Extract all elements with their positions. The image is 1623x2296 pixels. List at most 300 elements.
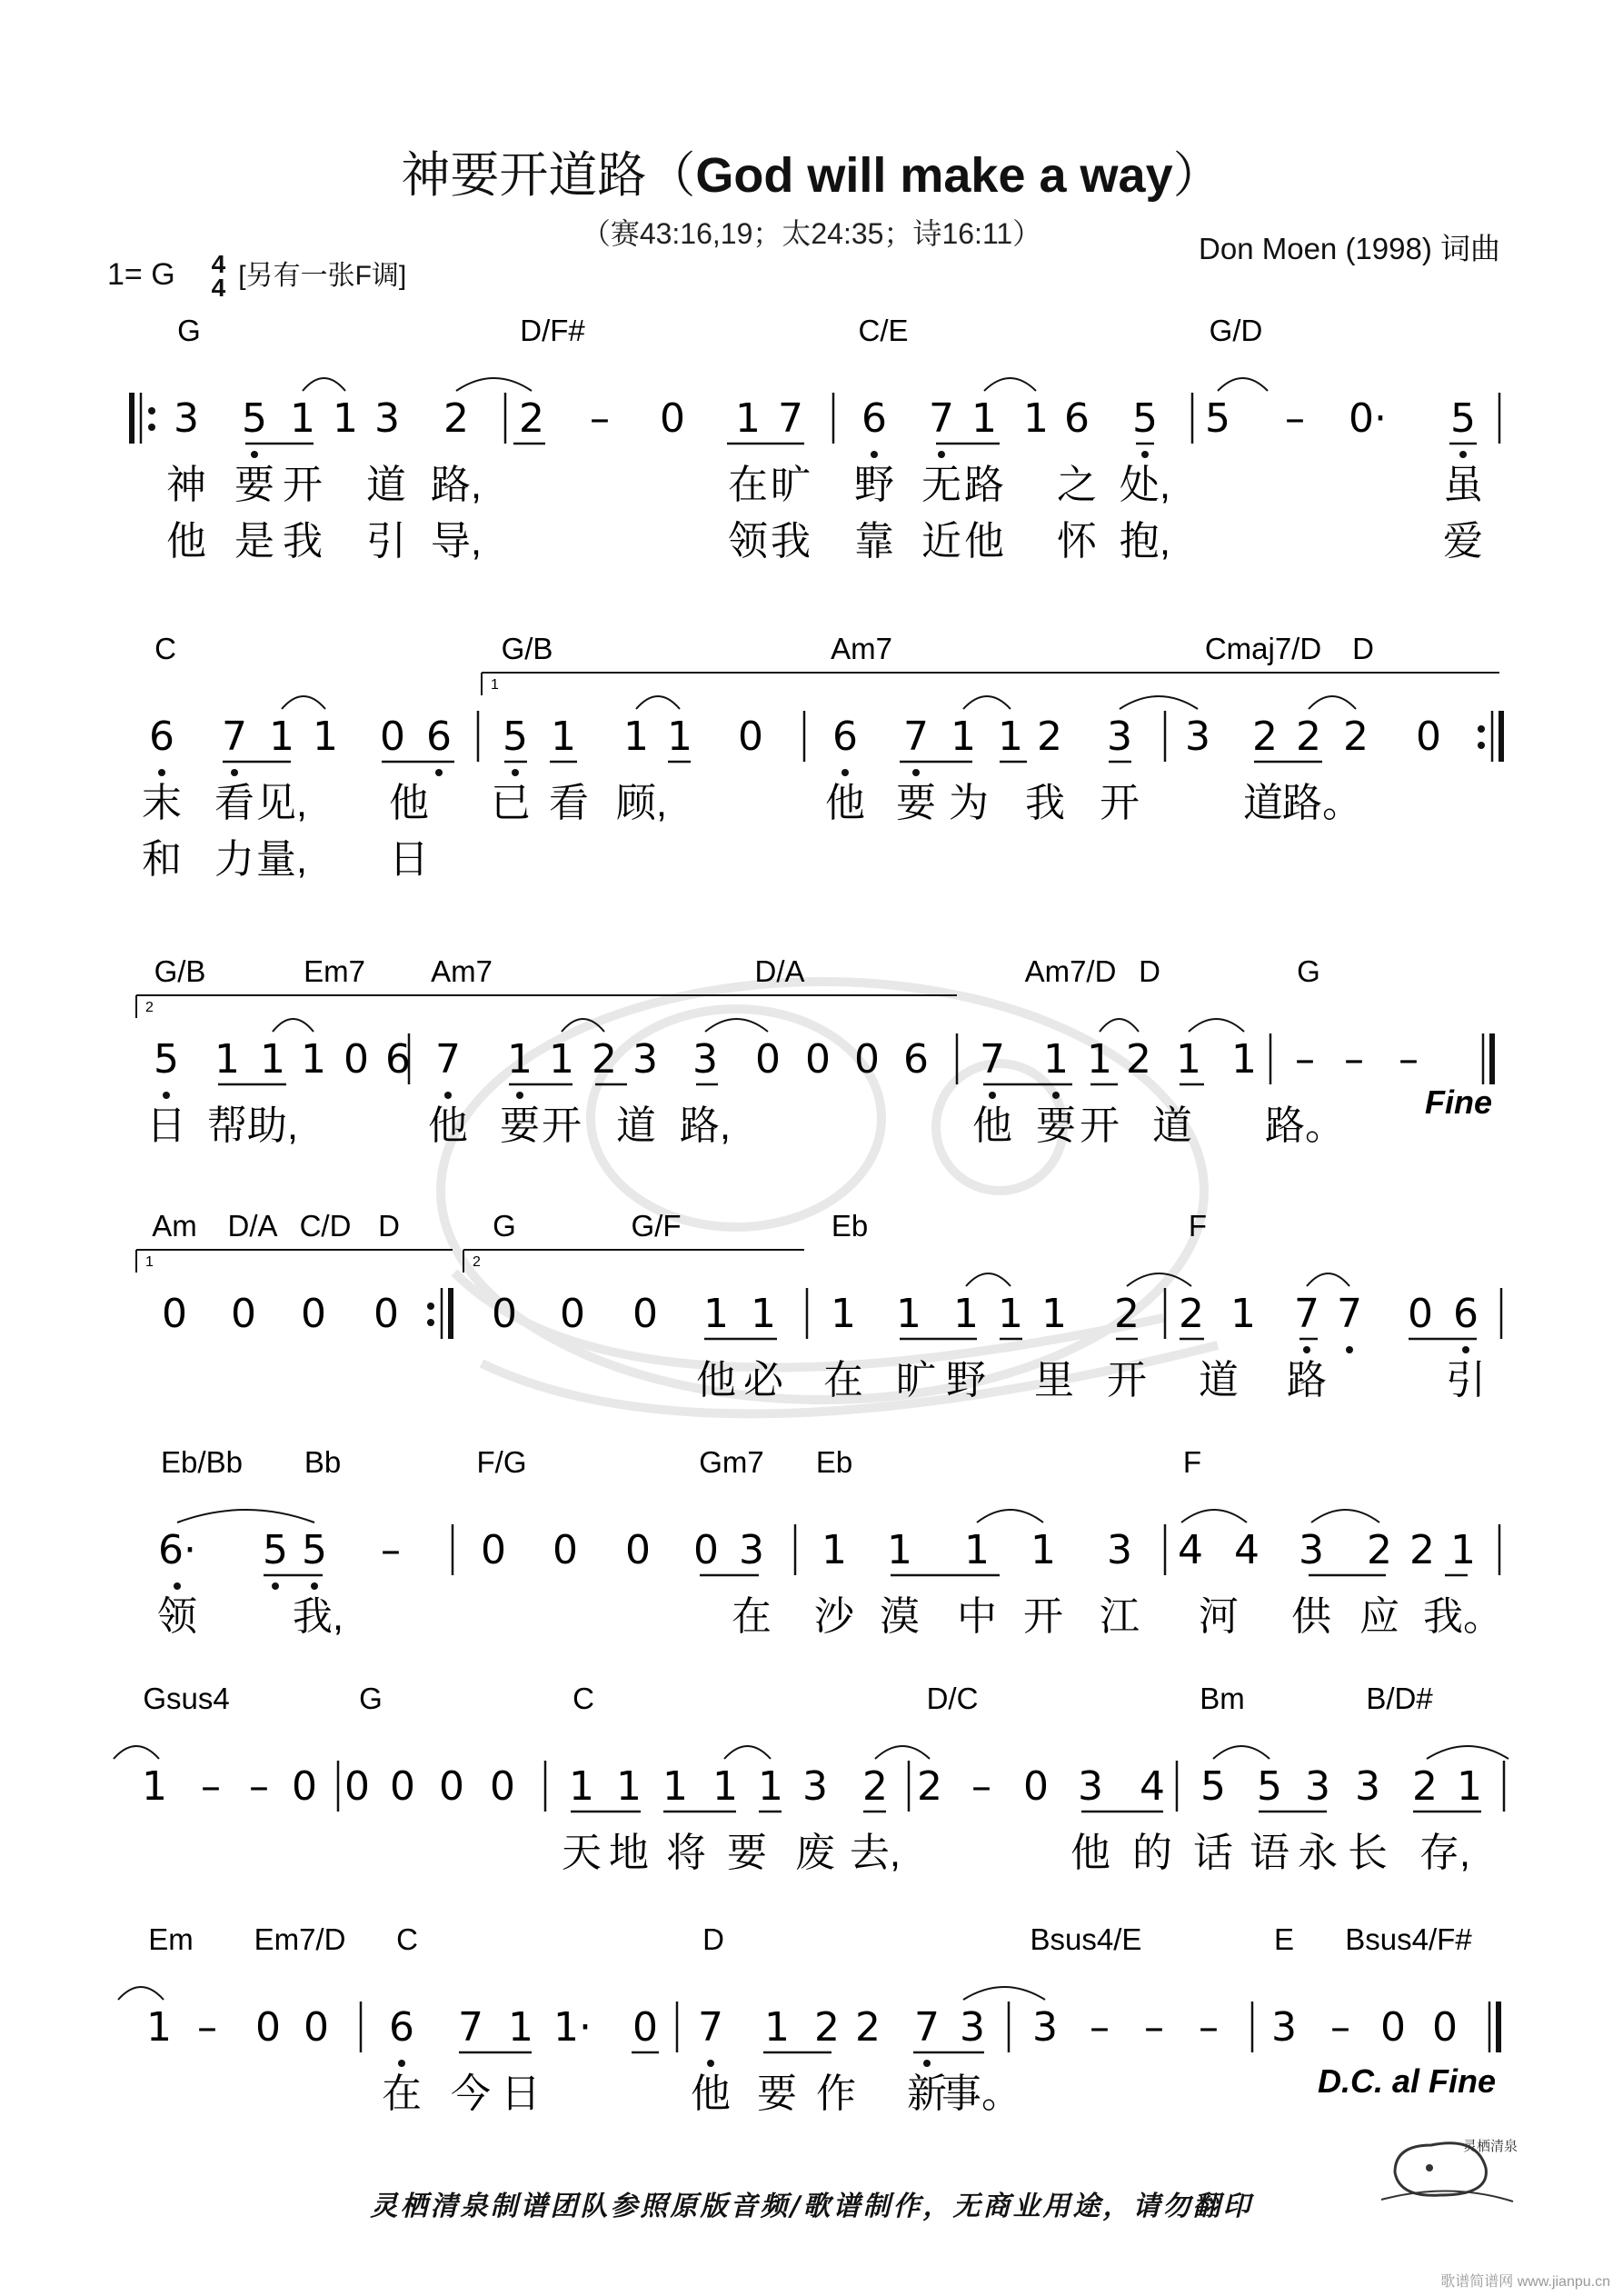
octave-dot-below	[989, 1092, 996, 1099]
chord-symbol: Eb	[831, 1209, 869, 1243]
chord-symbol: G/B	[154, 954, 206, 988]
note: –	[1144, 2004, 1164, 2051]
note: 0	[693, 1527, 719, 1573]
note: 0	[1380, 2004, 1406, 2051]
lyric-verse2: 量,	[255, 837, 308, 882]
lyric-verse1: 必	[743, 1358, 783, 1403]
key-signature: 1= G 4 4 [另有一张F调]	[107, 250, 407, 303]
note: –	[1295, 1036, 1315, 1083]
octave-dot-below	[163, 1092, 170, 1099]
note: 6	[832, 714, 858, 760]
note: –	[590, 395, 610, 442]
note: 1	[301, 1036, 326, 1083]
volta-number: 1	[491, 677, 499, 693]
lyric-verse1: 野	[946, 1358, 986, 1403]
chord-symbol: C	[573, 1682, 594, 1715]
lyric-verse2: 力	[214, 837, 254, 882]
note: 1	[764, 2004, 790, 2051]
note: 1	[887, 1527, 912, 1573]
repeat-dot	[1478, 725, 1485, 733]
chord-symbol: Eb/Bb	[161, 1445, 243, 1479]
note: –	[381, 1527, 401, 1573]
lyric-verse1: 存,	[1419, 1831, 1471, 1875]
chord-symbol: Am7/D	[1024, 954, 1117, 988]
chord-symbol: Am7	[431, 954, 493, 988]
note: 7	[458, 2004, 483, 2051]
lyric-verse2: 领	[728, 519, 768, 564]
tie-arc	[114, 1746, 159, 1759]
tie-arc	[984, 378, 1036, 391]
chord-symbol: C/D	[299, 1209, 352, 1243]
note: 3	[1032, 2004, 1058, 2051]
lyric-verse2: 是	[234, 519, 274, 564]
note: 1	[214, 1036, 240, 1083]
lyric-verse1: 开	[542, 1103, 582, 1148]
note: 7	[903, 714, 929, 760]
chord-symbol: C	[396, 1922, 418, 1956]
note: 0	[439, 1763, 464, 1810]
note: 1	[662, 1763, 688, 1810]
note: 2	[592, 1036, 617, 1083]
lyric-verse1: 他	[1070, 1831, 1110, 1875]
lyric-verse1: 开	[283, 463, 323, 507]
note: 2	[814, 2004, 840, 2051]
note: 1	[1043, 1036, 1069, 1083]
chord-symbol: Bm	[1200, 1682, 1245, 1715]
note: 3	[174, 395, 199, 442]
lyric-verse1: 应	[1359, 1594, 1399, 1639]
song-title: 神要开道路（God will make a way）	[401, 148, 1222, 203]
chord-symbol: E	[1273, 1922, 1295, 1956]
lyric-verse1: 供	[1291, 1594, 1331, 1639]
note: 2	[519, 395, 544, 442]
note: 0	[625, 1527, 651, 1573]
note: 7	[778, 395, 803, 442]
lyric-verse1: 我。	[1423, 1594, 1503, 1639]
chord-symbol: Em	[148, 1922, 194, 1956]
lyric-verse1: 助,	[246, 1103, 299, 1148]
note: 1	[313, 714, 338, 760]
composer-credit: Don Moen (1998) 词曲	[1199, 232, 1500, 265]
note: 0	[162, 1291, 187, 1337]
note: 5	[154, 1036, 179, 1083]
octave-dot-below	[1303, 1346, 1310, 1353]
note: 1	[953, 1291, 979, 1337]
note: 5	[242, 395, 267, 442]
note: 0	[373, 1291, 399, 1337]
tie-arc	[963, 696, 1011, 709]
lyric-verse1: 开	[1080, 1103, 1120, 1148]
note: 7	[1337, 1291, 1362, 1337]
tie-arc	[456, 378, 532, 391]
note: 0	[292, 1763, 317, 1810]
note: 1	[333, 395, 358, 442]
note: 1	[1176, 1036, 1201, 1083]
lyric-verse1: 看	[214, 781, 254, 825]
lyric-verse1: 他	[428, 1103, 468, 1148]
note: 0	[632, 1291, 658, 1337]
note: 3	[1107, 714, 1132, 760]
note: 0	[738, 714, 763, 760]
note: 1	[551, 714, 576, 760]
note: 5	[302, 1527, 327, 1573]
note: 2	[443, 395, 469, 442]
lyric-verse2: 怀	[1057, 519, 1097, 564]
note: 3	[739, 1527, 764, 1573]
tie-arc	[118, 1987, 164, 2000]
volta-number: 2	[473, 1254, 481, 1270]
lyric-verse1: 今	[451, 2071, 491, 2116]
lyric-verse1: 的	[1132, 1831, 1172, 1875]
note: 5	[1257, 1763, 1282, 1810]
note: 2	[1343, 714, 1369, 760]
note: 4	[1234, 1527, 1260, 1573]
tie-arc	[1427, 1746, 1508, 1759]
lyric-verse2: 我	[771, 519, 811, 564]
lyric-verse1: 我	[1025, 781, 1065, 825]
lyric-verse1: 旷	[771, 463, 811, 507]
lyric-verse1: 去,	[849, 1831, 901, 1875]
note: 2	[1179, 1291, 1204, 1337]
lyric-verse1: 河	[1199, 1594, 1239, 1639]
note: 1	[1023, 395, 1049, 442]
note: 1	[703, 1291, 729, 1337]
note: 0	[1416, 714, 1441, 760]
note: 6	[149, 714, 174, 760]
chord-symbol: G	[177, 314, 201, 347]
note: 0	[344, 1763, 370, 1810]
note: 1	[758, 1763, 783, 1810]
chord-symbol: Bsus4/E	[1030, 1922, 1142, 1956]
note: –	[971, 1763, 991, 1810]
lyric-verse1: 道	[1152, 1103, 1192, 1148]
note: 0	[805, 1036, 831, 1083]
lyric-verse1: 处,	[1119, 463, 1171, 507]
tie-arc	[1213, 1746, 1270, 1759]
note: 0	[255, 2004, 281, 2051]
note: 2	[1114, 1291, 1140, 1337]
note: 1	[1231, 1036, 1257, 1083]
lyric-verse1: 他	[696, 1358, 736, 1403]
octave-dot-below	[1141, 451, 1149, 458]
note: 0	[344, 1036, 369, 1083]
chord-symbol: Eb	[815, 1445, 853, 1479]
time-signature: 4 4	[211, 250, 226, 303]
footer-note: 灵栖清泉制谱团队参照原版音频/歌谱制作，无商业用途，请勿翻印	[370, 2191, 1253, 2222]
chord-symbol: D	[1352, 632, 1374, 665]
lyric-verse1: 道	[1243, 781, 1283, 825]
note: 0·	[1349, 395, 1387, 442]
note: 3	[960, 2004, 985, 2051]
chord-symbol: Am	[152, 1209, 197, 1243]
lyric-verse1: 沙	[814, 1594, 854, 1639]
lyric-verse1: 神	[166, 463, 206, 507]
lyric-verse1: 在	[382, 2071, 422, 2116]
lyric-verse1: 道	[1199, 1358, 1239, 1403]
alt-key-note: [另有一张F调]	[238, 261, 407, 291]
lyric-verse1: 无	[921, 463, 961, 507]
note: 1	[616, 1763, 642, 1810]
lyric-verse1: 路	[964, 463, 1004, 507]
note: 0	[380, 714, 405, 760]
lyric-verse2: 抱,	[1119, 519, 1171, 564]
note: 1	[821, 1527, 847, 1573]
note: –	[1199, 2004, 1219, 2051]
tie-arc	[875, 1746, 930, 1759]
tie-arc	[1311, 1510, 1379, 1522]
chord-symbol: C	[154, 632, 176, 665]
lyric-verse1: 要	[727, 1831, 767, 1875]
note: 0	[481, 1527, 506, 1573]
chord-symbol: D/A	[227, 1209, 278, 1243]
note: 2	[862, 1763, 888, 1810]
logo-text: 灵栖清泉	[1463, 2139, 1518, 2154]
note: 2	[1037, 714, 1062, 760]
note: 3	[1299, 1527, 1324, 1573]
lyric-verse1: 之	[1057, 463, 1097, 507]
note: 1	[896, 1291, 921, 1337]
chord-symbol: Gsus4	[143, 1682, 230, 1715]
note: 7	[698, 2004, 723, 2051]
lyric-verse2: 引	[366, 519, 406, 564]
octave-dot-below	[912, 769, 920, 776]
chord-symbol: Bb	[304, 1445, 342, 1479]
note: 1	[667, 714, 692, 760]
note: 2	[1367, 1527, 1392, 1573]
note: 3	[1305, 1763, 1330, 1810]
octave-dot-below	[435, 769, 443, 776]
lyric-verse1: 虽	[1443, 463, 1483, 507]
octave-dot-below	[512, 769, 519, 776]
chord-symbol: G	[493, 1209, 516, 1243]
note: 5	[503, 714, 528, 760]
tie-arc	[963, 1987, 1045, 2000]
note: 1	[569, 1763, 594, 1810]
note: 1	[735, 395, 761, 442]
chord-symbol: Am7	[831, 632, 892, 665]
lyric-verse1: 我,	[292, 1594, 344, 1639]
octave-dot-below	[311, 1582, 318, 1590]
lyric-verse1: 顾,	[615, 781, 668, 825]
note: 7	[980, 1036, 1005, 1083]
repeat-dot	[148, 407, 155, 414]
note: 6·	[158, 1527, 196, 1573]
tie-arc	[282, 696, 325, 709]
chord-symbol: F	[1182, 1445, 1202, 1479]
lyric-verse1: 末	[142, 781, 182, 825]
chord-symbol: D	[1139, 954, 1160, 988]
note: 1	[998, 1291, 1023, 1337]
lyric-verse1: 路	[1287, 1358, 1327, 1403]
lyric-verse1: 事。	[941, 2071, 1021, 2116]
tie-arc	[636, 696, 680, 709]
lyric-verse1: 长	[1348, 1831, 1388, 1875]
note: 6	[861, 395, 887, 442]
repeat-dot	[1478, 742, 1485, 749]
octave-dot-below	[444, 1092, 452, 1099]
chord-symbol: Em7	[304, 954, 365, 988]
note: 0	[301, 1291, 326, 1337]
note: 0	[304, 2004, 329, 2051]
octave-dot-below	[1462, 1346, 1469, 1353]
note: 0	[755, 1036, 781, 1083]
lyric-verse1: 新	[907, 2071, 947, 2116]
octave-dot-below	[398, 2060, 405, 2067]
note: 1	[623, 714, 649, 760]
repeat-dot	[427, 1303, 434, 1310]
lyric-verse1: 里	[1034, 1358, 1074, 1403]
octave-dot-below	[251, 451, 258, 458]
volta-number: 2	[145, 1000, 154, 1015]
repeat-dot	[148, 424, 155, 431]
lyric-verse1: 话	[1193, 1831, 1233, 1875]
note: 7	[914, 2004, 940, 2051]
note: –	[1399, 1036, 1419, 1083]
note: 1·	[553, 2004, 592, 2051]
lyric-verse2: 导,	[430, 519, 483, 564]
lyric-verse2: 日	[389, 837, 429, 882]
tie-arc	[1181, 1510, 1247, 1522]
note: 2	[1252, 714, 1278, 760]
note: 1	[507, 1036, 533, 1083]
lyric-verse1: 废	[795, 1831, 835, 1875]
octave-dot-below	[516, 1092, 523, 1099]
note: 3	[1271, 2004, 1297, 2051]
lyric-verse1: 将	[666, 1831, 706, 1875]
note: 0	[632, 2004, 658, 2051]
dc-al-fine-mark: D.C. al Fine	[1317, 2062, 1497, 2100]
note: 2	[855, 2004, 881, 2051]
note: 1	[1041, 1291, 1067, 1337]
lyric-verse1: 江	[1100, 1594, 1140, 1639]
lyric-verse1: 见,	[255, 781, 308, 825]
tie-arc	[177, 1510, 314, 1522]
note: 4	[1140, 1763, 1165, 1810]
chord-symbol: D/C	[926, 1682, 979, 1715]
note: –	[1330, 2004, 1350, 2051]
lyric-verse2: 他	[166, 519, 206, 564]
octave-dot-below	[1346, 1346, 1353, 1353]
note: 3	[632, 1036, 658, 1083]
lyric-verse1: 道	[366, 463, 406, 507]
note: 6	[903, 1036, 929, 1083]
lyric-verse1: 开	[1107, 1358, 1147, 1403]
note: 1	[1457, 1763, 1482, 1810]
note: 1	[1031, 1527, 1056, 1573]
lyric-verse1: 要	[1036, 1103, 1076, 1148]
lyric-verse1: 开	[1100, 781, 1140, 825]
octave-dot-below	[707, 2060, 714, 2067]
lyric-verse1: 要	[757, 2071, 797, 2116]
octave-dot-below	[871, 451, 878, 458]
chord-symbol: D/F#	[520, 314, 585, 347]
lyric-verse1: 在	[732, 1594, 772, 1639]
note: 3	[1185, 714, 1210, 760]
tie-arc	[705, 1019, 768, 1032]
tie-arc	[1307, 1273, 1349, 1286]
lyric-verse2: 近	[921, 519, 961, 564]
lyric-verse1: 路,	[679, 1103, 732, 1148]
volta-number: 1	[145, 1254, 154, 1270]
lyric-verse1: 帮	[207, 1103, 247, 1148]
chord-symbol: F/G	[476, 1445, 527, 1479]
chord-symbol: Cmaj7/D	[1204, 632, 1322, 665]
note: 6	[1453, 1291, 1479, 1337]
lyric-verse1: 天	[562, 1831, 602, 1875]
site-watermark: 歌谱简谱网 www.jianpu.cn	[1440, 2274, 1610, 2290]
note: 6	[385, 1036, 411, 1083]
fine-mark: Fine	[1424, 1083, 1493, 1121]
note: 1	[1450, 1527, 1476, 1573]
lyric-verse1: 旷	[896, 1358, 936, 1403]
note: 1	[712, 1763, 738, 1810]
tie-arc	[977, 1510, 1043, 1522]
lyric-verse1: 野	[854, 463, 894, 507]
note: 3	[1078, 1763, 1103, 1810]
lyric-verse2: 靠	[854, 519, 894, 564]
note: 7	[1294, 1291, 1319, 1337]
note: 1	[971, 395, 997, 442]
tie-arc	[1120, 696, 1198, 709]
lyric-verse1: 他	[825, 781, 865, 825]
note: 1	[998, 714, 1023, 760]
note: 0	[492, 1291, 517, 1337]
lyric-verse1: 领	[157, 1594, 197, 1639]
note: 7	[222, 714, 247, 760]
tie-arc	[1189, 1019, 1244, 1032]
note: 0	[390, 1763, 415, 1810]
lyric-verse1: 要	[234, 463, 274, 507]
note: 0	[231, 1291, 256, 1337]
tie-arc	[303, 378, 345, 391]
lyric-verse1: 引	[1446, 1358, 1486, 1403]
lyric-verse1: 他	[972, 1103, 1012, 1148]
tie-arc	[562, 1019, 604, 1032]
lyric-verse1: 漠	[880, 1594, 920, 1639]
lyric-verse1: 日	[146, 1103, 186, 1148]
note: 1	[142, 1763, 167, 1810]
note: 5	[1450, 395, 1476, 442]
lyric-verse1: 要	[896, 781, 936, 825]
note: 0	[553, 1527, 578, 1573]
note: 7	[929, 395, 954, 442]
lyric-verse1: 他	[691, 2071, 731, 2116]
chord-symbol: Em7/D	[254, 1922, 346, 1956]
lyric-verse1: 路。	[1265, 1103, 1345, 1148]
tie-arc	[1127, 1273, 1191, 1286]
note: 3	[1107, 1527, 1132, 1573]
note: 4	[1178, 1527, 1203, 1573]
note: 2	[1296, 714, 1321, 760]
chord-symbol: F	[1188, 1209, 1208, 1243]
lyric-verse2: 和	[142, 837, 182, 882]
octave-dot-below	[174, 1582, 181, 1590]
note: –	[1344, 1036, 1364, 1083]
note: 5	[263, 1527, 288, 1573]
scripture-references: （赛43:16,19；太24:35；诗16:11）	[581, 217, 1042, 250]
chord-symbol: G/F	[631, 1209, 682, 1243]
lyric-verse1: 在	[823, 1358, 863, 1403]
note: 6	[1064, 395, 1090, 442]
logo-lamb-icon	[1377, 2118, 1518, 2209]
note: –	[197, 2004, 217, 2051]
lyric-verse1: 语	[1250, 1831, 1289, 1875]
note: 1	[831, 1291, 856, 1337]
lyric-verse1: 永	[1298, 1831, 1338, 1875]
note: 7	[435, 1036, 461, 1083]
lyric-verse1: 他	[389, 781, 429, 825]
tie-arc	[1218, 378, 1268, 391]
